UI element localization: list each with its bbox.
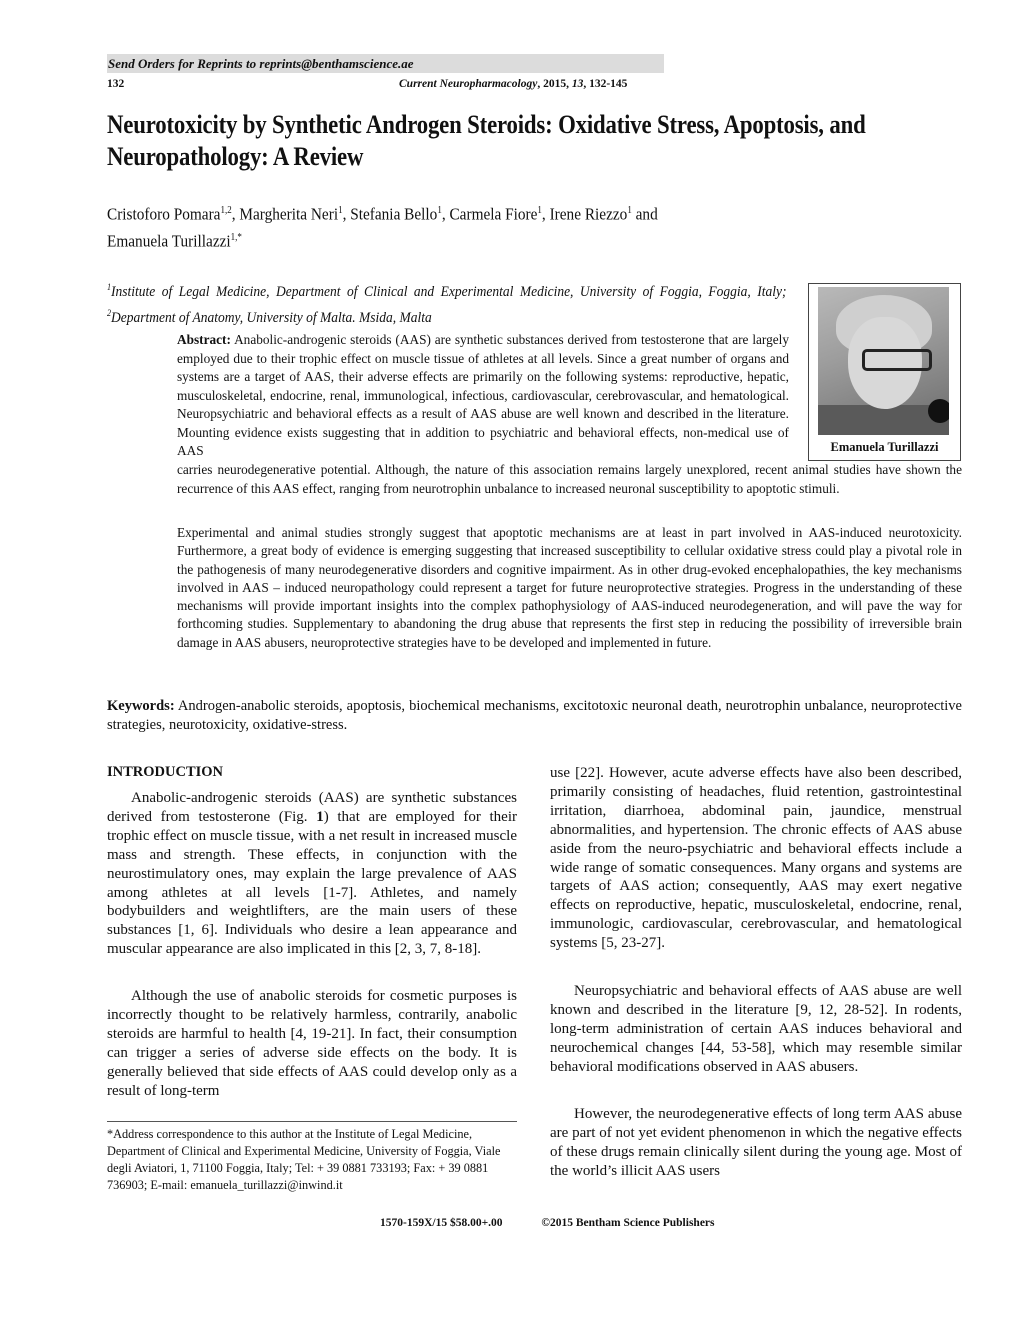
body-text: Although the use of anabolic steroids for cosmetic purposes is incorrectly thought to be relatively harmless, contrarily, anabolic steroids are harmful to health [4, 19-21]. In fact, their consumption can trigger a series of adverse side effects on the body. It is generally believed that side effects of AAS could develop only as a result of long-term — [107, 988, 517, 1099]
author-photo-box — [808, 283, 961, 461]
intro-left-paragraph-2 — [107, 987, 517, 1100]
body-text: However, the neurodegenerative effects of long term AAS abuse are part of not yet evident phenomenon in which the negative effects of these drugs remain clinically silent during the young age. Most of the world’s illicit AAS users — [550, 1106, 962, 1179]
copyright: ©2015 Bentham Science Publishers — [541, 1217, 715, 1229]
affiliation-text: Department of Anatomy, University of Malta. Msida, Malta — [111, 310, 432, 326]
author-affiliation-mark: 1 — [437, 205, 442, 216]
abstract-paragraph-2: Experimental and animal studies strongly suggest that apoptotic mechanisms are at least in part involved in AAS-induced neurotoxicity. Furthermore, a great body of evidence is emerging suggesting that increased susceptibility to cellular oxidative stress could play a pivotal role in the pathogenesis of many neurodegenerative disorders and cognitive impairment. As in other drug-evoked encephalopathies, the key mechanisms involved in AAS – induced neuropathology could represent a target for future neuroprotective strategies. Progress in the understanding of these mechanisms will provide important insights into the complex pathophysiology of AAS-induced neurodegeneration, and will pave the way for forthcoming studies. Supplementary to abandoning the drug abuse that represents the first step in reducing the possibility of irreversible brain damage in AAS abusers, neuroprotective strategies have to be developed and implemented in future. — [177, 525, 962, 650]
separator: , — [441, 204, 450, 224]
keywords — [107, 697, 962, 735]
body-text: use [22]. However, acute adverse effects have also been described, primarily consisting of headaches, fluid retention, gastrointestinal irritation, diarrhoea, abdominal pain, jaundice, menstrual abnormalities, and hypertension. The chronic effects of AAS abuse aside from the neuro-psychiatric and behavioral effects include a wide range of somatic consequences. Many organs and systems are targets of AAS action; consequently, AAS may exert negative effects on reproductive, hepatic, musculoskeletal, endocrine, renal, immunologic, cardiovascular, cerebrovascular, and hematological systems [5, 23-27]. — [550, 765, 962, 952]
author-name: Cristoforo Pomara — [107, 204, 221, 224]
affiliations — [107, 277, 787, 329]
intro-left-paragraph-1 — [107, 789, 517, 959]
separator: , — [342, 204, 351, 224]
author-photo-caption: Emanuela Turillazzi — [830, 440, 939, 454]
author-affiliation-mark: 1 — [537, 205, 542, 216]
abstract-text: Anabolic-androgenic steroids (AAS) are synthetic substances derived from testosterone that are largely employed due to their trophic effect on muscle tissue of athletes at all levels. Since a great number of organs and systems are a target of AAS, their adverse effects are primarily on the following systems: reproductive, hepatic, musculoskeletal, endocrine, renal, immunological, infectious, cardiovascular, cerebrovascular, and hematological. Neuropsychiatric and behavioral effects as a result of AAS abuse are well known and described in the literature. Mounting evidence exists suggesting that in addition to psychiatric and behavioral effects, non-medical use of AAS — [177, 332, 789, 458]
issn-price: 1570-159X/15 $58.00+.00 — [380, 1217, 503, 1229]
intro-right-paragraph-3 — [550, 1105, 962, 1181]
author-affiliation-mark: 1 — [338, 205, 343, 216]
body-text: Neuropsychiatric and behavioral effects of AAS abuse are well known and described in the literature [9, 12, 28-52]. In rodents, long-term administration of certain AAS induces behavioral and neurochemical changes [44, 53-58], which may resemble similar behavioral modifications observed in AAS abusers. — [550, 983, 962, 1075]
author-affiliation-mark: 1,2 — [220, 205, 232, 216]
page-number: 132 — [107, 78, 125, 90]
journal-volume: 13 — [571, 78, 584, 90]
microphone-icon — [928, 399, 949, 423]
journal-pages: 132-145 — [589, 78, 628, 90]
author-name: Stefania Bello — [350, 204, 438, 224]
intro-right-paragraph-2 — [550, 982, 962, 1077]
author-name: Irene Riezzo — [549, 204, 628, 224]
affiliation-text: Institute of Legal Medicine, Department of Clinical and Experimental Medicine, University of Foggia, Foggia, Italy; — [111, 284, 787, 300]
affiliation-mark: 1 — [107, 282, 112, 292]
author-name: Emanuela Turillazzi — [107, 231, 231, 251]
separator: , — [231, 204, 240, 224]
reprints-notice: Send Orders for Reprints to reprints@benthamscience.ae — [107, 54, 664, 73]
author-affiliation-mark: 1,* — [230, 231, 242, 243]
separator: , — [541, 204, 550, 224]
abstract-wrapped — [177, 331, 789, 461]
figure-reference[interactable]: 1 — [316, 808, 324, 825]
abstract-continued: carries neurodegenerative potential. Although, the nature of this association remains largely unexplored, recent animal studies have shown the recurrence of this AAS effect, ranging from neurotrophin unbalance to increased neuronal susceptibility to apoptotic stimuli. — [177, 462, 962, 496]
author-name: Margherita Neri — [239, 204, 339, 224]
affiliation-mark: 2 — [107, 308, 112, 318]
author-name: Carmela Fiore — [449, 204, 538, 224]
keywords-label: Keywords: — [107, 698, 175, 714]
footnote-divider — [107, 1121, 517, 1122]
correspondence-footnote: *Address correspondence to this author at the Institute of Legal Medicine, Department of Clinical and Experimental Medicine, University of Foggia, Viale degli Aviatori, 1, 71100 Foggia, Italy; Tel: + 39 0881 733193; Fax: + 39 0881 736903; E-mail: emanuela_turillazzi@inwind.it — [107, 1127, 501, 1192]
body-text: ) that are employed for their trophic effect on muscle tissue, with a net result in increased muscle mass and strength. These effects, in conjunction with the neurostimulatory ones, may explain the large prevalence of AAS among athletes at all levels [1-7]. Athletes, and namely bodybuilders and weightlifters, are the main users of these substances [1, 6]. Individuals who desire a lean appearance and muscular appearance are also implicated in this [2, 3, 7, 8-18]. — [107, 808, 517, 958]
article-title: Neurotoxicity by Synthetic Androgen Steroids: Oxidative Stress, Apoptosis, and Neuropathology: A Review — [107, 109, 866, 171]
abstract-label: Abstract: — [177, 332, 231, 347]
author-affiliation-mark: 1 — [627, 205, 632, 216]
journal-year: 2015 — [543, 78, 567, 90]
keywords-text: Androgen-anabolic steroids, apoptosis, biochemical mechanisms, excitotoxic neuronal death, neurotrophin unbalance, neuroprotective strategies, neurotoxicity, oxidative-stress. — [107, 698, 962, 733]
page-footer — [380, 1217, 751, 1229]
journal-citation: Current Neuropharmacology, 2015, 13, 132-145 — [399, 78, 628, 90]
section-heading-introduction: INTRODUCTION — [107, 764, 224, 780]
journal-name: Current Neuropharmacology — [399, 78, 538, 90]
intro-right-paragraph-1 — [550, 764, 962, 953]
author-list — [107, 199, 962, 252]
body-text: Anabolic-androgenic steroids (AAS) are synthetic substances derived from testosterone (Fig. — [107, 790, 517, 825]
separator: and — [631, 204, 658, 224]
author-photo — [818, 287, 949, 435]
